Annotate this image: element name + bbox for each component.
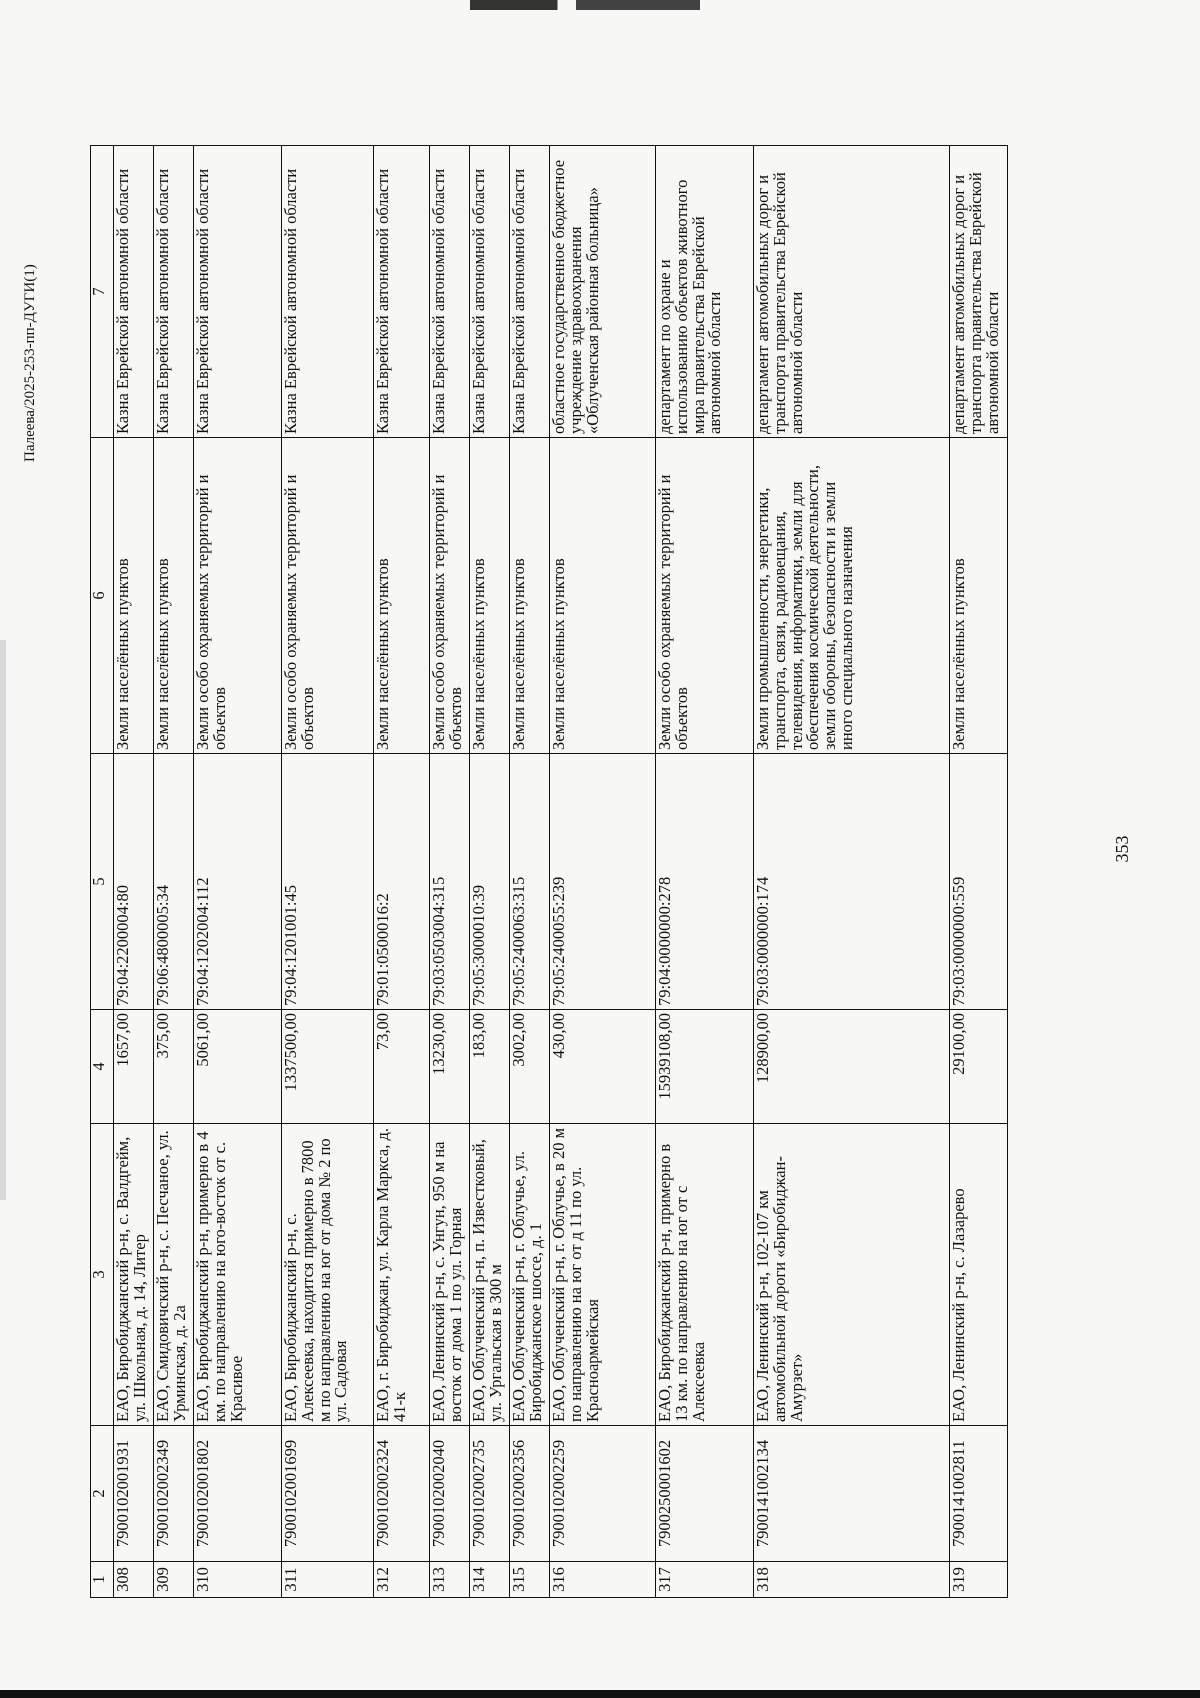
address: ЕАО, Биробиджанский р-н, с. Алексеевка, находится примерно в 7800 м по направлению на юг от дома № 2 по ул. Садовая [282, 1124, 374, 1426]
land-category: Земли особо охраняемых территорий и объектов [282, 438, 374, 754]
owner: областное государственное бюджетное учреждение здравоохранения «Облученская районная больница» [550, 146, 656, 438]
land-category: Земли особо охраняемых территорий и объектов [430, 438, 470, 754]
cadastral-number: 79:01:0500016:2 [374, 754, 430, 1010]
row-number: 310 [194, 1562, 282, 1598]
row-number: 316 [550, 1562, 656, 1598]
area: 3002,00 [510, 1010, 550, 1124]
owner: Казна Еврейской автономной области [154, 146, 194, 438]
owner: департамент автомобильных дорог и транспорта правительства Еврейской автономной области [950, 146, 1008, 438]
land-category: Земли особо охраняемых территорий и объектов [194, 438, 282, 754]
land-category: Земли населённых пунктов [510, 438, 550, 754]
column-header: 6 [91, 438, 114, 754]
cadastral-number: 79:05:2400055:239 [550, 754, 656, 1010]
row-number: 311 [282, 1562, 374, 1598]
row-number: 318 [754, 1562, 950, 1598]
owner: Казна Еврейской автономной области [374, 146, 430, 438]
owner: Казна Еврейской автономной области [510, 146, 550, 438]
address: ЕАО, Облученский р-н, г. Облучье, ул. Биробиджанское шоссе, д. 1 [510, 1124, 550, 1426]
address: ЕАО, Биробиджанский р-н, примерно в 4 км. по направлению на юго-восток от с. Красивое [194, 1124, 282, 1426]
area: 1337500,00 [282, 1010, 374, 1124]
cadastral-number: 79:03:0000000:559 [950, 754, 1008, 1010]
registry-number: 7900102002349 [154, 1426, 194, 1562]
row-number: 313 [430, 1562, 470, 1598]
address: ЕАО, Ленинский р-н, 102-107 км автомобильной дороги «Биробиджан-Амурзет» [754, 1124, 950, 1426]
table-row [430, 146, 470, 1598]
row-number: 312 [374, 1562, 430, 1598]
address: ЕАО, Облученский р-н, п. Известковый, ул. Ургальская в 300 м [470, 1124, 510, 1426]
land-category: Земли населённых пунктов [470, 438, 510, 754]
address: ЕАО, Ленинский р-н, с. Унгун, 950 м на восток от дома 1 по ул. Горная [430, 1124, 470, 1426]
table-row [550, 146, 656, 1598]
table-row [194, 146, 282, 1598]
column-header: 2 [91, 1426, 114, 1562]
area: 13230,00 [430, 1010, 470, 1124]
land-category: Земли населённых пунктов [950, 438, 1008, 754]
area: 183,00 [470, 1010, 510, 1124]
row-number: 319 [950, 1562, 1008, 1598]
registry-number: 7900102002259 [550, 1426, 656, 1562]
registry-number: 7900141002811 [950, 1426, 1008, 1562]
owner: Казна Еврейской автономной области [470, 146, 510, 438]
cadastral-number: 79:05:2400063:315 [510, 754, 550, 1010]
area: 1657,00 [114, 1010, 154, 1124]
column-header: 3 [91, 1124, 114, 1426]
table-row [754, 146, 950, 1598]
area: 430,00 [550, 1010, 656, 1124]
table-row [656, 146, 754, 1598]
registry-number: 7900102001931 [114, 1426, 154, 1562]
column-header: 4 [91, 1010, 114, 1124]
table-row [154, 146, 194, 1598]
page-number: 353 [1112, 835, 1132, 863]
cadastral-number: 79:04:1202004:112 [194, 754, 282, 1010]
column-header: 5 [91, 754, 114, 1010]
address: ЕАО, Смидовичский р-н, с. Песчаное, ул. Урминская, д. 2а [154, 1124, 194, 1426]
area: 73,00 [374, 1010, 430, 1124]
area: 29100,00 [950, 1010, 1008, 1124]
column-header: 1 [91, 1562, 114, 1598]
address: ЕАО, Биробиджанский р-н, с. Валдгейм, ул. Школьная, д. 14, Литер [114, 1124, 154, 1426]
owner: Казна Еврейской автономной области [114, 146, 154, 438]
address: ЕАО, Ленинский р-н, с. Лазарево [950, 1124, 1008, 1426]
area: 375,00 [154, 1010, 194, 1124]
owner: Казна Еврейской автономной области [194, 146, 282, 438]
row-number: 317 [656, 1562, 754, 1598]
row-number: 308 [114, 1562, 154, 1598]
land-category: Земли особо охраняемых территорий и объектов [656, 438, 754, 754]
owner: Казна Еврейской автономной области [282, 146, 374, 438]
address: ЕАО, Облученский р-н, г. Облучье, в 20 м по направлению на юг от д 11 по ул. Красноармейская [550, 1124, 656, 1426]
address: ЕАО, г. Биробиджан, ул. Карла Маркса, д. 41-к [374, 1124, 430, 1426]
registry-number: 7900102002356 [510, 1426, 550, 1562]
column-header: 7 [91, 146, 114, 438]
table-row [374, 146, 430, 1598]
cadastral-number: 79:05:3000010:39 [470, 754, 510, 1010]
document-code: Палеева/2025-253-пп-ДУГИ(1) [22, 264, 38, 462]
area: 5061,00 [194, 1010, 282, 1124]
land-category: Земли населённых пунктов [114, 438, 154, 754]
owner: департамент автомобильных дорог и транспорта правительства Еврейской автономной области [754, 146, 950, 438]
table-row [510, 146, 550, 1598]
owner: департамент по охране и использованию объектов животного мира правительства Еврейской автономной области [656, 146, 754, 438]
address: ЕАО, Биробиджанский р-н, примерно в 13 км. по направлению на юг от с Алексеевка [656, 1124, 754, 1426]
cadastral-number: 79:03:0503004:315 [430, 754, 470, 1010]
owner: Казна Еврейской автономной области [430, 146, 470, 438]
cadastral-number: 79:06:4800005:34 [154, 754, 194, 1010]
registry-number: 7900141002134 [754, 1426, 950, 1562]
area: 128900,00 [754, 1010, 950, 1124]
cadastral-number: 79:03:0000000:174 [754, 754, 950, 1010]
registry-number: 7900102002324 [374, 1426, 430, 1562]
registry-number: 7900102001802 [194, 1426, 282, 1562]
table-row [950, 146, 1008, 1598]
land-registry-table [90, 145, 1008, 1598]
registry-number: 7900102002735 [470, 1426, 510, 1562]
table-row [282, 146, 374, 1598]
cadastral-number: 79:04:2200004:80 [114, 754, 154, 1010]
cadastral-number: 79:04:1201001:45 [282, 754, 374, 1010]
row-number: 315 [510, 1562, 550, 1598]
registry-number: 7900102001699 [282, 1426, 374, 1562]
table-row [470, 146, 510, 1598]
land-category: Земли населённых пунктов [550, 438, 656, 754]
row-number: 309 [154, 1562, 194, 1598]
table-row [114, 146, 154, 1598]
registry-number: 7900102002040 [430, 1426, 470, 1562]
land-category: Земли населённых пунктов [374, 438, 430, 754]
area: 15939108,00 [656, 1010, 754, 1124]
land-category: Земли населённых пунктов [154, 438, 194, 754]
row-number: 314 [470, 1562, 510, 1598]
land-category: Земли промышленности, энергетики, транспорта, связи, радиовещания, телевидения, информатики, земли для обеспечения космической деятельности, земли обороны, безопасности и земли иного специального назначения [754, 438, 950, 754]
registry-number: 7900250001602 [656, 1426, 754, 1562]
cadastral-number: 79:04:0000000:278 [656, 754, 754, 1010]
column-number-row [91, 146, 114, 1598]
